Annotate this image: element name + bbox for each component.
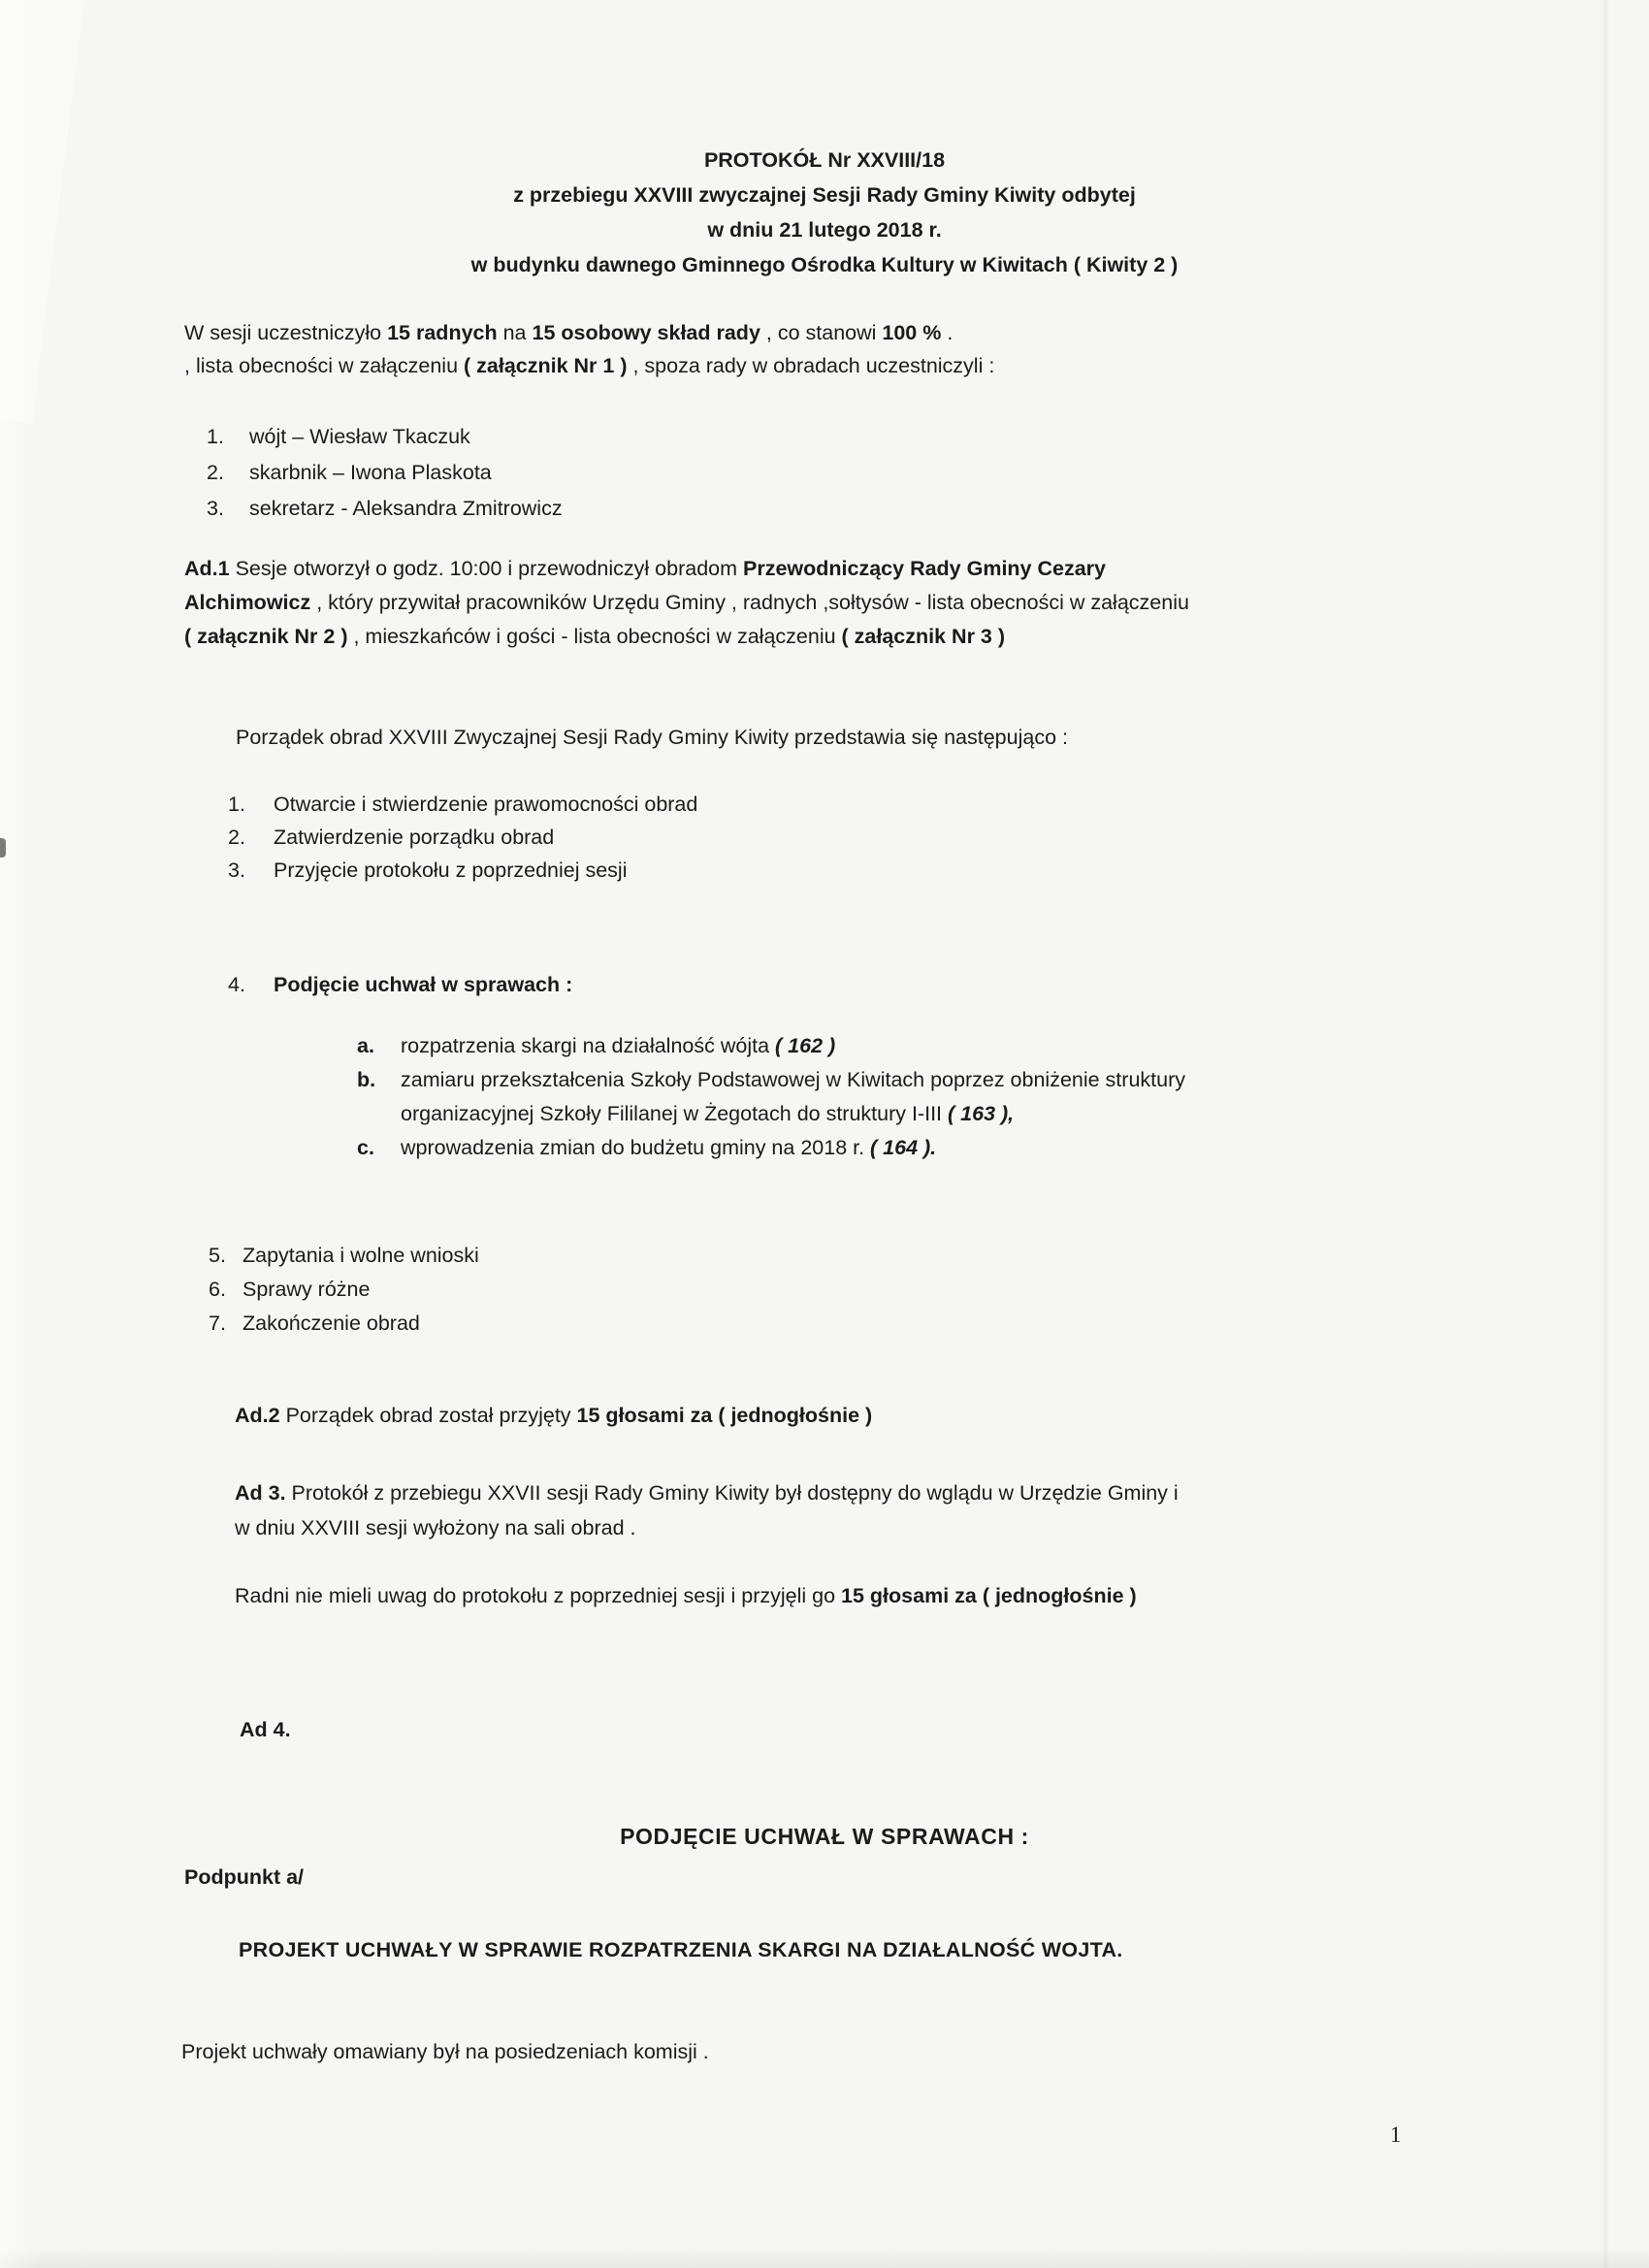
agenda-item-4 [228, 967, 572, 1002]
attendance-text: . [941, 321, 954, 344]
title-line-2: z przebiegu XXVIII zwyczajnej Sesji Rady Gminy Kiwity odbytej [513, 183, 1136, 207]
list-item-number: 2. [207, 461, 224, 484]
ad1-label: Ad.1 [184, 557, 230, 580]
title-line-4: w budynku dawnego Gminnego Ośrodka Kultury w Kiwitach ( Kiwity 2 ) [470, 253, 1179, 276]
list-item-number: 2. [228, 826, 245, 849]
subitem-text: wprowadzenia zmian do budżetu gminy na 2018 r. [401, 1136, 871, 1159]
scan-smudge-artifact [0, 838, 6, 858]
agenda-item-text: Sprawy różne [242, 1278, 371, 1301]
chairman-surname: Alchimowicz [184, 591, 311, 614]
resolutions-section-heading: PODJĘCIE UCHWAŁ W SPRAWACH : [620, 1824, 1029, 1849]
ad2-label: Ad.2 [235, 1404, 280, 1427]
attendance-paragraph [184, 316, 994, 382]
ad1-text: , który przywitał pracowników Urzędu Gminy , radnych ,sołtysów - lista obecności w załączeniu [310, 591, 1189, 614]
ad1-line-3 [184, 620, 1189, 654]
agenda-item [209, 1307, 479, 1341]
resolution-number-164: ( 164 ). [870, 1136, 937, 1159]
document-title [0, 143, 1649, 282]
ad1-line-2 [184, 586, 1189, 620]
agenda-item [209, 1273, 479, 1307]
agenda-item [228, 821, 697, 854]
discussion-note: Projekt uchwały omawiany był na posiedzeniach komisji . [181, 2040, 709, 2063]
attendance-text: , lista obecności w załączeniu [184, 354, 465, 377]
subitem-letter: c. [357, 1136, 374, 1159]
attachment-2-ref: ( załącznik Nr 2 ) [184, 625, 348, 648]
list-item-number: 1. [228, 793, 245, 816]
ad2-text: Porządek obrad został przyjęty [279, 1404, 577, 1427]
list-item-number: 5. [209, 1244, 226, 1267]
subitem-text: organizacyjnej Szkoły Fililanej w Żegotach do struktury I-III [401, 1102, 949, 1125]
list-item-number: 7. [209, 1312, 226, 1335]
attendance-text: , co stanowi [760, 321, 883, 344]
attendance-text: , spoza rady w obradach uczestniczyli : [627, 354, 995, 377]
attendee-item [207, 455, 563, 491]
attendance-line-1 [184, 316, 994, 349]
agenda-subitem-b [357, 1063, 1185, 1097]
agenda-item [228, 788, 697, 821]
agenda-item [209, 1239, 479, 1273]
ad3-label: Ad 3. [235, 1481, 286, 1505]
title-line-3: w dniu 21 lutego 2018 r. [707, 218, 942, 242]
agenda-item-text: Zatwierdzenie porządku obrad [274, 826, 555, 849]
list-item-number: 1. [207, 425, 224, 448]
list-item-number: 3. [207, 497, 224, 520]
agenda-items-1-3 [228, 788, 697, 887]
council-size: 15 osobowy skład rady [532, 321, 760, 344]
ad2-vote-result: 15 głosami za ( jednogłośnie ) [576, 1404, 873, 1427]
attendance-text: W sesji uczestniczyło [184, 321, 388, 344]
protocol-acceptance [235, 1578, 1137, 1613]
attachment-1-ref: ( załącznik Nr 1 ) [464, 354, 628, 377]
ad1-text: , mieszkańców i gości - lista obecności w załączeniu [347, 625, 842, 648]
agenda-item-text: Zapytania i wolne wnioski [242, 1244, 479, 1267]
list-item-number: 6. [209, 1278, 226, 1301]
ad3-line-2: w dniu XXVIII sesji wyłożony na sali obrad . [235, 1516, 636, 1539]
agenda-subitem-c [357, 1131, 1185, 1165]
attendee-item [207, 419, 563, 455]
agenda-intro: Porządek obrad XXVIII Zwyczajnej Sesji Rady Gminy Kiwity przedstawia się następująco : [236, 726, 1068, 749]
agenda-item-4-label: Podjęcie uchwał w sprawach : [274, 973, 573, 996]
attendees-list [207, 419, 563, 527]
attendance-text: na [497, 321, 533, 344]
subitem-text: rozpatrzenia skargi na działalność wójta [401, 1034, 776, 1057]
attendee-name: sekretarz - Aleksandra Zmitrowicz [249, 497, 563, 520]
attendee-item [207, 491, 563, 527]
agenda-subitems [357, 1029, 1185, 1165]
resolution-number-162: ( 162 ) [775, 1034, 836, 1057]
ad4-label: Ad 4. [240, 1718, 291, 1741]
title-line-1: PROTOKÓŁ Nr XXVIII/18 [703, 148, 946, 172]
subpoint-a-label: Podpunkt a/ [184, 1865, 305, 1889]
ad2-paragraph [235, 1398, 872, 1433]
subitem-letter: b. [357, 1068, 376, 1091]
ad1-line-1 [184, 552, 1189, 586]
agenda-subitem-b-line-2 [357, 1097, 1185, 1131]
attachment-3-ref: ( załącznik Nr 3 ) [841, 625, 1006, 648]
agenda-items-5-7 [209, 1239, 479, 1341]
agenda-item-text: Otwarcie i stwierdzenie prawomocności obrad [274, 793, 698, 816]
agenda-item [228, 854, 697, 887]
ad3-line-1 [235, 1475, 1179, 1510]
ad3-text: Protokół z przebiegu XXVII sesji Rady Gminy Kiwity był dostępny do wglądu w Urzędzie Gminy i [285, 1481, 1179, 1505]
page-number: 1 [1390, 2122, 1402, 2147]
subitem-letter: a. [357, 1034, 374, 1057]
agenda-item-text: Przyjęcie protokołu z poprzedniej sesji [274, 859, 628, 882]
attendance-line-2 [184, 349, 994, 382]
ad3-paragraph [235, 1475, 1179, 1545]
resolution-title: PROJEKT UCHWAŁY W SPRAWIE ROZPATRZENIA SKARGI NA DZIAŁALNOŚĆ WOJTA. [239, 1938, 1123, 1961]
list-item-number: 4. [228, 973, 245, 996]
subitem-text: zamiaru przekształcenia Szkoły Podstawowej w Kiwitach poprzez obniżenie struktury [401, 1068, 1185, 1091]
protocol-acceptance-text: Radni nie mieli uwag do protokołu z poprzedniej sesji i przyjęli go [235, 1584, 842, 1607]
ad1-text: Sesje otworzył o godz. 10:00 i przewodniczył obradom [229, 557, 743, 580]
chairman-name: Przewodniczący Rady Gminy Cezary [743, 557, 1107, 580]
resolution-number-163: ( 163 ), [948, 1102, 1015, 1125]
list-item-number: 3. [228, 859, 245, 882]
ad1-paragraph [184, 552, 1189, 654]
attendance-percent: 100 % [882, 321, 942, 344]
agenda-subitem-a [357, 1029, 1185, 1063]
councillors-count: 15 radnych [387, 321, 498, 344]
attendee-name: wójt – Wiesław Tkaczuk [249, 425, 470, 448]
agenda-item-text: Zakończenie obrad [242, 1312, 420, 1335]
attendee-name: skarbnik – Iwona Plaskota [249, 461, 492, 484]
protocol-vote-result: 15 głosami za ( jednogłośnie ) [841, 1584, 1137, 1607]
